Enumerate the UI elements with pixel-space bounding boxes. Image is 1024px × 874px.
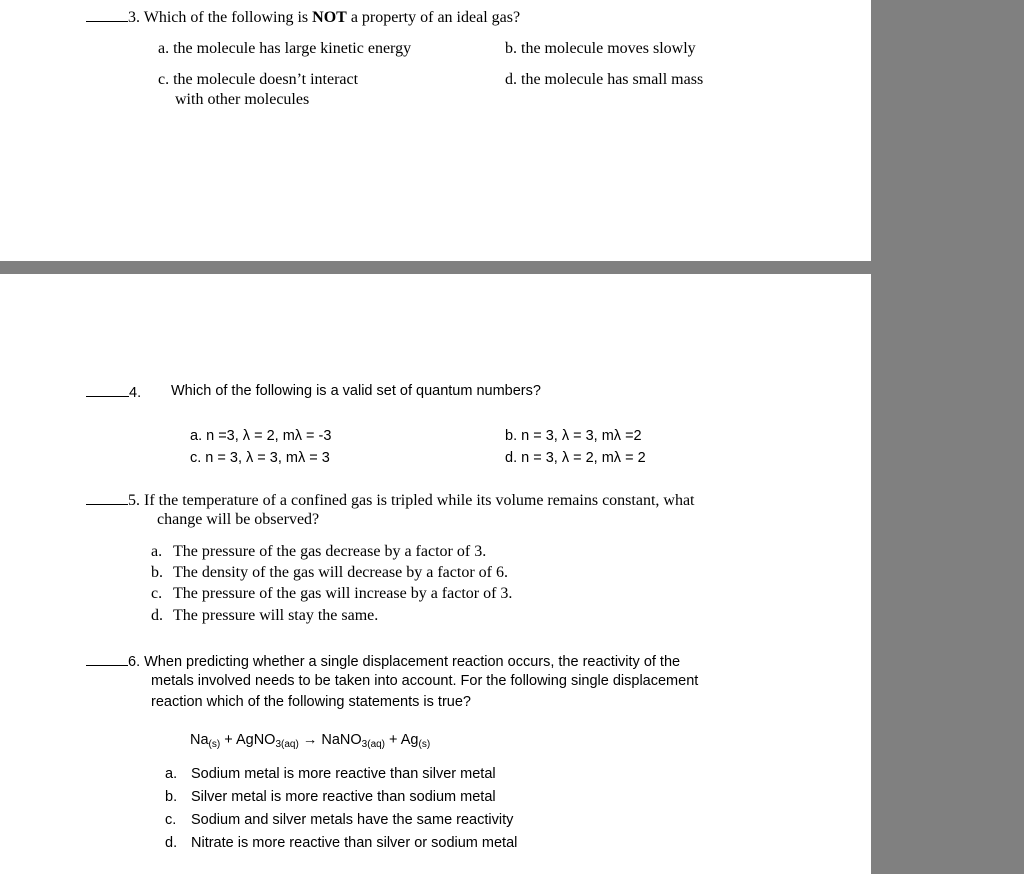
q5-option-a: a. The pressure of the gas decrease by a factor of 3. [151,543,487,560]
reaction-equation: $Na_{(s)}$ + AgNO$_{3(aq)}$ → NaNO$_{3(aq)}$ + $Ag_{(s)}$ [190,732,431,750]
document-page-1 [0,0,871,261]
question-6-stem-line-3: reaction which of the following statements is true? [151,694,471,710]
question-3-stem: 3. Which of the following is NOT a property of an ideal gas? [86,7,520,28]
answer-blank-3[interactable] [86,7,128,22]
q6-option-c: c. Sodium and silver metals have the same reactivity [165,812,514,828]
q3-option-a: a. the molecule has large kinetic energy [158,40,412,57]
q4-option-c: c. n = 3, λ = 3, mλ = 3 [190,450,330,466]
q3-option-d: d. the molecule has small mass [505,71,704,88]
question-6-stem: 6. When predicting whether a single displacement reaction occurs, the reactivity of the [86,651,680,671]
document-page-2 [0,274,871,874]
question-3-number: 3. [128,9,140,26]
question-5-stem: 5. If the temperature of a confined gas is tripled while its volume remains constant, what [86,490,695,511]
q3-option-c-continued: with other molecules [175,91,310,108]
q4-option-a: a. n =3, λ = 2, mλ = -3 [190,428,332,444]
q6-option-d: d. Nitrate is more reactive than silver or sodium metal [165,835,518,851]
answer-blank-5[interactable] [86,490,128,505]
q4-option-b: b. n = 3, λ = 3, mλ =2 [505,428,642,444]
q5-option-d: d. The pressure will stay the same. [151,607,379,624]
answer-blank-4[interactable] [86,382,129,397]
question-5-number: 5. [128,492,140,509]
question-6-number: 6. [128,654,141,670]
q3-option-c: c. the molecule doesn’t interact [158,71,359,88]
question-4-number: 4. [129,385,142,401]
question-4-number-row [86,382,141,402]
question-6-stem-line-2: metals involved needs to be taken into account. For the following single displacement [151,673,699,689]
question-5-stem-continued: change will be observed? [157,511,320,528]
q6-option-a: a. Sodium metal is more reactive than silver metal [165,766,496,782]
answer-blank-6[interactable] [86,651,128,666]
q3-option-b: b. the molecule moves slowly [505,40,696,57]
q4-option-d: d. n = 3, λ = 2, mλ = 2 [505,450,646,466]
question-4-stem: Which of the following is a valid set of quantum numbers? [171,383,541,399]
q5-option-b: b. The density of the gas will decrease by a factor of 6. [151,564,508,581]
q5-option-c: c. The pressure of the gas will increase by a factor of 3. [151,585,513,602]
reaction-arrow-icon: → [298,732,322,748]
q6-option-b: b. Silver metal is more reactive than sodium metal [165,789,496,805]
